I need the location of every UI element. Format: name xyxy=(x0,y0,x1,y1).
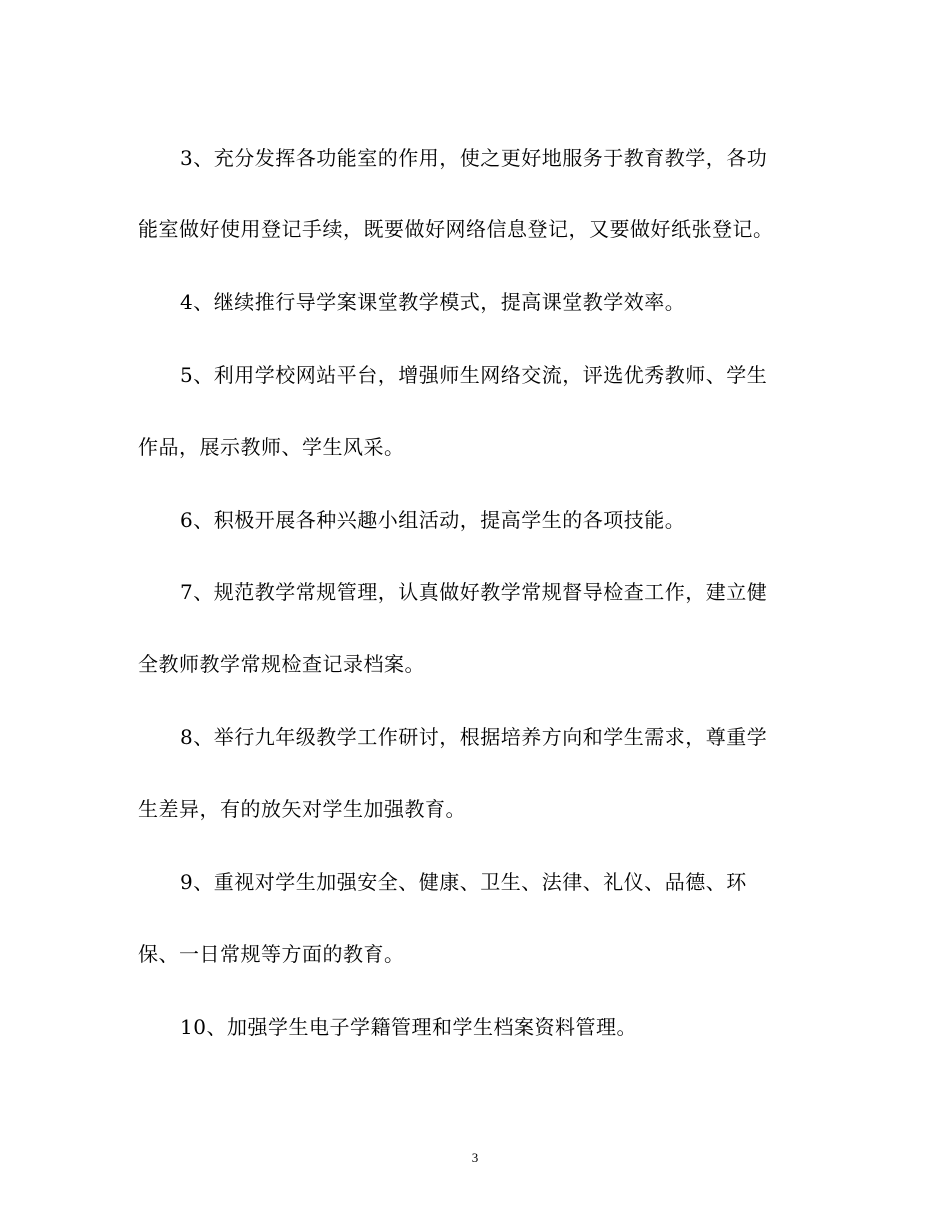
paragraph-line: 5、利用学校网站平台，增强师生网络交流，评选优秀教师、学生 xyxy=(180,363,768,387)
paragraph-line: 9、重视对学生加强安全、健康、卫生、法律、礼仪、品德、环 xyxy=(180,870,747,894)
paragraph-line: 保、一日常规等方面的教育。 xyxy=(138,942,405,966)
paragraph-line: 能室做好使用登记手续，既要做好网络信息登记，又要做好纸张登记。 xyxy=(138,217,774,241)
paragraph-line: 10、加强学生电子学籍管理和学生档案资料管理。 xyxy=(180,1015,637,1039)
paragraph-line: 3、充分发挥各功能室的作用，使之更好地服务于教育教学，各功 xyxy=(180,146,768,170)
paragraph-line: 7、规范教学常规管理，认真做好教学常规督导检查工作，建立健 xyxy=(180,580,768,604)
paragraph-line: 6、积极开展各种兴趣小组活动，提高学生的各项技能。 xyxy=(180,508,686,532)
paragraph-line: 4、继续推行导学案课堂教学模式，提高课堂教学效率。 xyxy=(180,290,686,314)
paragraph-line: 生差异，有的放矢对学生加强教育。 xyxy=(138,797,466,821)
paragraph-line: 全教师教学常规检查记录档案。 xyxy=(138,652,425,676)
page-number: 3 xyxy=(471,1150,479,1165)
paragraph-line: 8、举行九年级教学工作研讨，根据培养方向和学生需求，尊重学 xyxy=(180,725,768,749)
paragraph-line: 作品，展示教师、学生风采。 xyxy=(138,435,405,459)
